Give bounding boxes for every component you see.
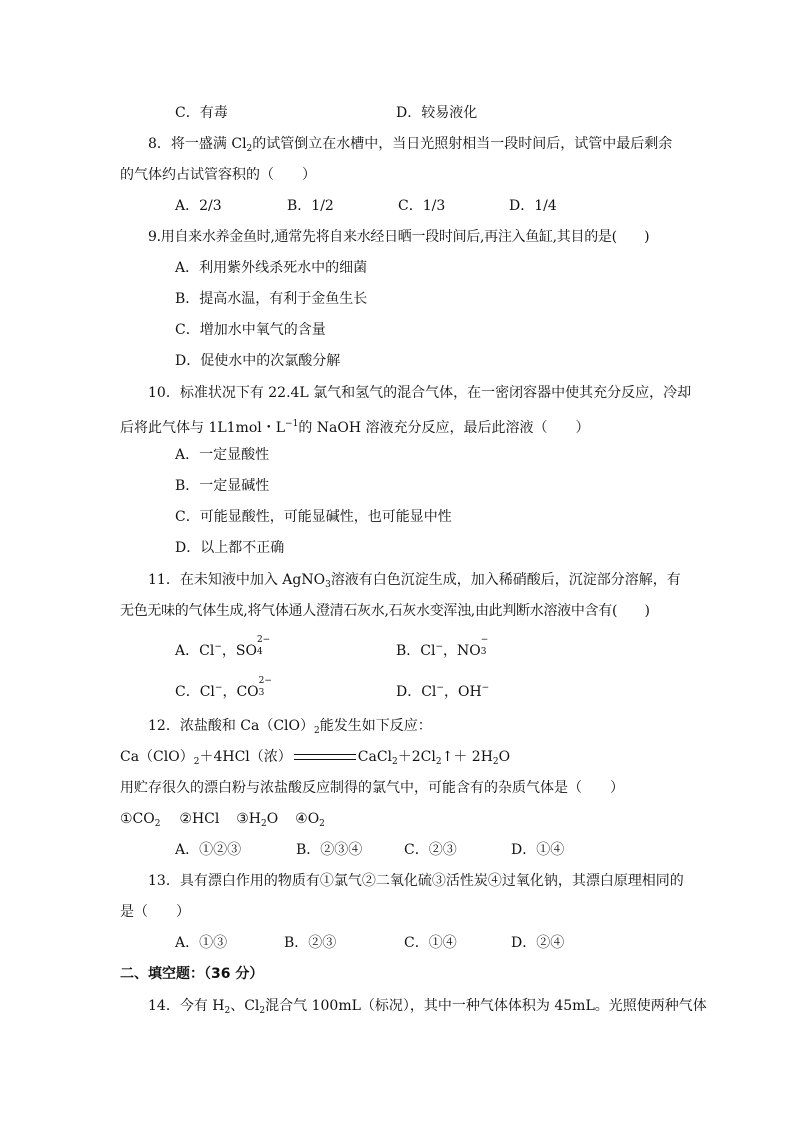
q10-option-b: B．一定显碱性 <box>175 478 270 494</box>
q13-stem-line2: 是（ ） <box>120 904 190 920</box>
q12-option-a: A．①②③ <box>175 842 242 858</box>
q7-option-d: D．较易液化 <box>396 105 478 121</box>
q12-items <box>120 809 325 829</box>
q9-option-c: C．增加水中氧气的含量 <box>175 322 326 338</box>
q12-option-d: D．①④ <box>511 842 565 858</box>
q11-option-b: B．Cl−，NO − 3 <box>396 635 489 659</box>
q10-option-c: C．可能显酸性，可能显碱性，也可能显中性 <box>175 509 452 525</box>
q10-option-a: A．一定显酸性 <box>175 447 270 463</box>
q9-option-b: B．提高水温，有利于金鱼生长 <box>175 291 368 307</box>
q12-option-c: C．②③ <box>404 842 457 858</box>
q11-option-c: C．Cl−，CO 2− 3 <box>175 676 272 700</box>
q11-option-a-charge: 2− 4 <box>256 635 271 657</box>
q9-option-d: D．促使水中的次氯酸分解 <box>175 353 341 369</box>
q12-equation: $Ca(ClO)_2+4HCl$（浓） $CaCl_2+2Cl_2↑+ 2H_2O$ <box>120 749 511 767</box>
q11-option-c-charge: 2− 3 <box>258 676 272 698</box>
q10-option-d: D．以上都不正确 <box>175 540 285 556</box>
q12-item-4: $④O_2$ <box>295 811 325 829</box>
q12-option-b: B．②③④ <box>296 842 363 858</box>
q8-option-a: A．2/3 <box>175 198 222 214</box>
q7-option-c: C．有毒 <box>175 105 228 121</box>
q13-option-c: C．①④ <box>404 935 457 951</box>
q8-stem-line1: 8．将一盛满 $Cl_2$的试管倒立在水槽中，当日光照射相当一段时间后，试管中最后剩余 <box>148 136 673 154</box>
q9-stem: 9.用自来水养金鱼时,通常先将自来水经日晒一段时间后,再注入鱼缸,其目的是( ) <box>148 229 650 245</box>
q13-stem-line1: 13．具有漂白作用的物质有①氯气②二氧化硫③活性炭④过氧化钠，其漂白原理相同的 <box>148 873 684 889</box>
q10-stem-line2: 后将此气体与 1L1mol・$L^{-1}$的 NaOH 溶液充分反应，最后此溶液（ ） <box>120 419 590 436</box>
q8-option-d: D．1/4 <box>509 198 557 214</box>
q12-item-2: ②HCl <box>179 811 220 827</box>
q11-option-b-charge: − 3 <box>480 635 489 657</box>
q11-stem-line1: 11．在未知液中加入 AgNO$_3$溶液有白色沉淀生成，加入稀硝酸后，沉淀部分溶解，有 <box>148 572 681 590</box>
q12-stem-line1: 12．浓盐酸和 $Ca(ClO)_2$能发生如下反应： <box>148 718 432 736</box>
q13-option-d: D．②④ <box>511 935 565 951</box>
q14-stem-line1: 14．今有 $H_2$、$Cl_2$混合气 100mL（标况），其中一种气体体积为 45mL。光照使两种气体 <box>148 998 707 1016</box>
q12-stem-line3: 用贮存很久的漂白粉与浓盐酸反应制得的氯气中，可能含有的杂质气体是（ ） <box>120 780 624 796</box>
q12-item-3: $③H_2O$ <box>236 811 279 829</box>
section-heading-fill-in: 二、填空题：（36 分） <box>120 966 264 982</box>
q12-item-1: $①CO_2$ <box>120 811 161 829</box>
q8-option-b: B．1/2 <box>287 198 334 214</box>
q10-stem-line1: 10．标准状况下有 22.4L 氯气和氢气的混合气体，在一密闭容器中使其充分反应，冷却 <box>148 385 692 401</box>
q8-option-c: C．1/3 <box>398 198 446 214</box>
q11-stem-line2: 无色无味的气体生成,将气体通人澄清石灰水,石灰水变浑浊,由此判断水溶液中含有( ) <box>120 603 650 619</box>
q11-option-d: D．Cl−，OH− <box>396 683 490 700</box>
q13-option-b: B．②③ <box>284 935 337 951</box>
q8-stem-line2: 的气体约占试管容积的（ ） <box>120 167 316 183</box>
q9-option-a: A．利用紫外线杀死水中的细菌 <box>175 260 368 276</box>
q11-option-a: A．Cl−，SO 2− 4 <box>175 635 271 659</box>
q13-option-a: A．①③ <box>175 935 228 951</box>
equals-sign-double-bar <box>294 754 356 760</box>
